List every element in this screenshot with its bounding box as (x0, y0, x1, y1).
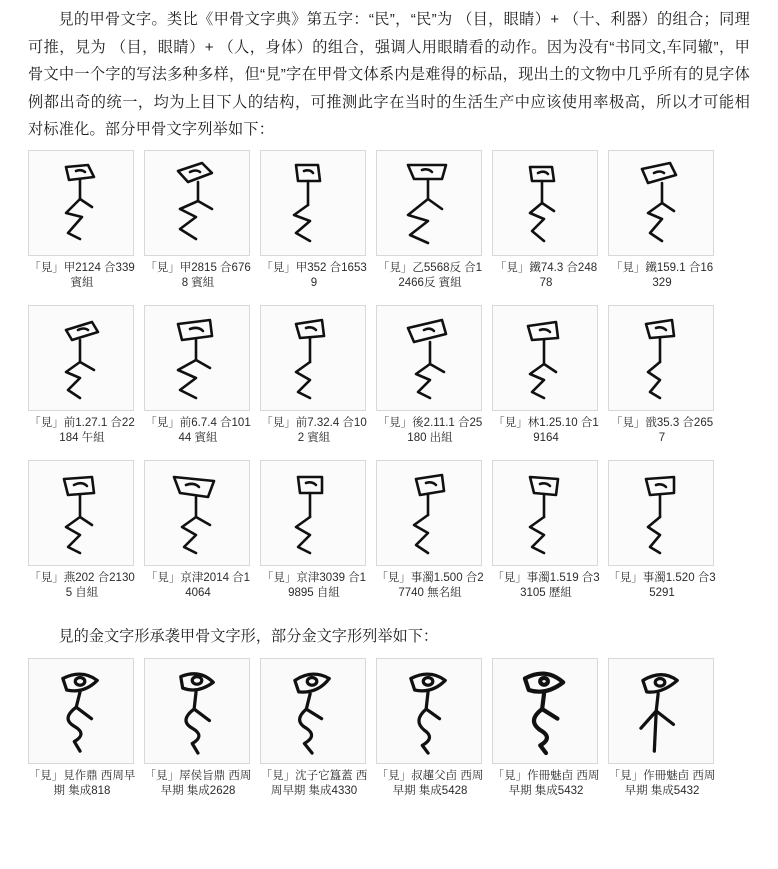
oracle-jian-14-icon (144, 460, 250, 566)
glyph-caption: 「見」事濁1.500 合27740 無名組 (376, 571, 484, 599)
glyph-caption: 「見」甲2815 合6768 賓組 (145, 261, 251, 289)
glyph-cell[interactable] (144, 658, 252, 799)
glyph-cell[interactable] (492, 460, 600, 601)
glyph-cell[interactable] (144, 150, 252, 291)
oracle-jian-6-icon (608, 150, 714, 256)
bronze-jian-2-icon (144, 658, 250, 764)
glyph-cell[interactable] (608, 305, 716, 446)
oracle-jian-15-icon (260, 460, 366, 566)
bronze-jian-4-icon (376, 658, 482, 764)
bronze-jian-1-icon (28, 658, 134, 764)
oracle-jian-7-icon (28, 305, 134, 411)
glyph-caption: 「見」鐵159.1 合16329 (610, 261, 714, 289)
glyph-cell[interactable] (492, 150, 600, 291)
glyph-caption: 「見」後2.11.1 合25180 出組 (377, 416, 483, 444)
glyph-caption: 「見」京津2014 合14064 (145, 571, 251, 599)
oracle-jian-9-icon (260, 305, 366, 411)
glyph-caption: 「見」燕202 合21305 自組 (29, 571, 135, 599)
glyph-caption: 「見」事濁1.520 合35291 (608, 571, 716, 599)
oracle-jian-5-icon (492, 150, 598, 256)
glyph-caption: 「見」前1.27.1 合22184 午組 (29, 416, 135, 444)
oracle-jian-16-icon (376, 460, 482, 566)
glyph-caption: 「見」屖侯旨鼎 西周早期 集成2628 (144, 770, 252, 797)
glyph-cell[interactable] (376, 460, 484, 601)
oracle-jian-2-icon (144, 150, 250, 256)
glyph-cell[interactable] (28, 460, 136, 601)
bronze-jian-5-icon (492, 658, 598, 764)
oracle-jian-17-icon (492, 460, 598, 566)
oracle-jian-13-icon (28, 460, 134, 566)
glyph-caption: 「見」見作鼎 西周早期 集成818 (28, 770, 136, 797)
glyph-caption: 「見」前7.32.4 合102 賓組 (261, 416, 367, 444)
oracle-jian-8-icon (144, 305, 250, 411)
glyph-caption: 「見」事濁1.519 合33105 歷組 (492, 571, 600, 599)
glyph-caption: 「見」林1.25.10 合19164 (493, 416, 599, 444)
oracle-jian-18-icon (608, 460, 714, 566)
glyph-cell[interactable] (608, 150, 716, 291)
glyph-caption: 「見」甲352 合16539 (261, 261, 367, 289)
glyph-cell[interactable] (28, 658, 136, 799)
glyph-caption: 「見」戩35.3 合2657 (610, 416, 714, 444)
glyph-caption: 「見」鐵74.3 合24878 (494, 261, 598, 289)
glyph-cell[interactable] (492, 658, 600, 799)
bronze-jian-3-icon (260, 658, 366, 764)
bronze-jian-6-icon (608, 658, 714, 764)
glyph-cell[interactable] (376, 658, 484, 799)
glyph-caption: 「見」乙5568反 合12466反 賓組 (377, 261, 483, 289)
glyph-caption: 「見」沈子它簋蓋 西周早期 集成4330 (260, 770, 368, 797)
glyph-cell[interactable] (608, 658, 716, 799)
bronze-glyph-grid (28, 658, 750, 803)
oracle-bone-glyph-grid (28, 150, 750, 605)
glyph-cell[interactable] (608, 460, 716, 601)
glyph-cell[interactable] (28, 150, 136, 291)
glyph-caption: 「見」叔趯父卣 西周早期 集成5428 (376, 770, 484, 797)
glyph-caption: 「見」京津3039 合19895 自組 (261, 571, 367, 599)
oracle-jian-10-icon (376, 305, 482, 411)
oracle-jian-12-icon (608, 305, 714, 411)
glyph-cell[interactable] (28, 305, 136, 446)
oracle-jian-11-icon (492, 305, 598, 411)
oracle-jian-1-icon (28, 150, 134, 256)
glyph-cell[interactable] (492, 305, 600, 446)
oracle-jian-3-icon (260, 150, 366, 256)
glyph-cell[interactable] (376, 305, 484, 446)
row-separator (28, 295, 750, 305)
glyph-caption: 「見」前6.7.4 合10144 賓組 (145, 416, 251, 444)
glyph-caption: 「見」甲2124 合339 賓組 (29, 261, 135, 289)
glyph-cell[interactable] (376, 150, 484, 291)
glyph-caption: 「見」作冊魅卣 西周早期 集成5432 (492, 770, 600, 797)
glyph-caption: 「見」作冊魅卣 西周早期 集成5432 (608, 770, 716, 797)
glyph-cell[interactable] (260, 305, 368, 446)
glyph-cell[interactable] (260, 460, 368, 601)
paragraph-2: 見的金文字形承袭甲骨文字形，部分金文字形列举如下： (58, 627, 439, 645)
paragraph-1: 見的甲骨文字。类比《甲骨文字典》第五字：“民”，“民”为 （目，眼睛）+ （十、利器）的组合；同理可推，見为 （目，眼睛）+ （人，身体）的组合，强调人用眼睛看的动作。因为没有“书同文,车同辙”，甲骨文中一个字的写法多种多样，但“見”字在甲骨文体系内是难得的标品，现出土的文物中几乎所有的見字体例都出奇的统一，均为上目下人的结构，可推测此字在当时的生活生产中应该使用率极高，所以才可能相对标准化。部分甲骨文字列举如下： (28, 11, 750, 138)
glyph-cell[interactable] (144, 460, 252, 601)
oracle-jian-4-icon (376, 150, 482, 256)
glyph-cell[interactable] (144, 305, 252, 446)
glyph-cell[interactable] (260, 658, 368, 799)
row-separator (28, 450, 750, 460)
glyph-cell[interactable] (260, 150, 368, 291)
